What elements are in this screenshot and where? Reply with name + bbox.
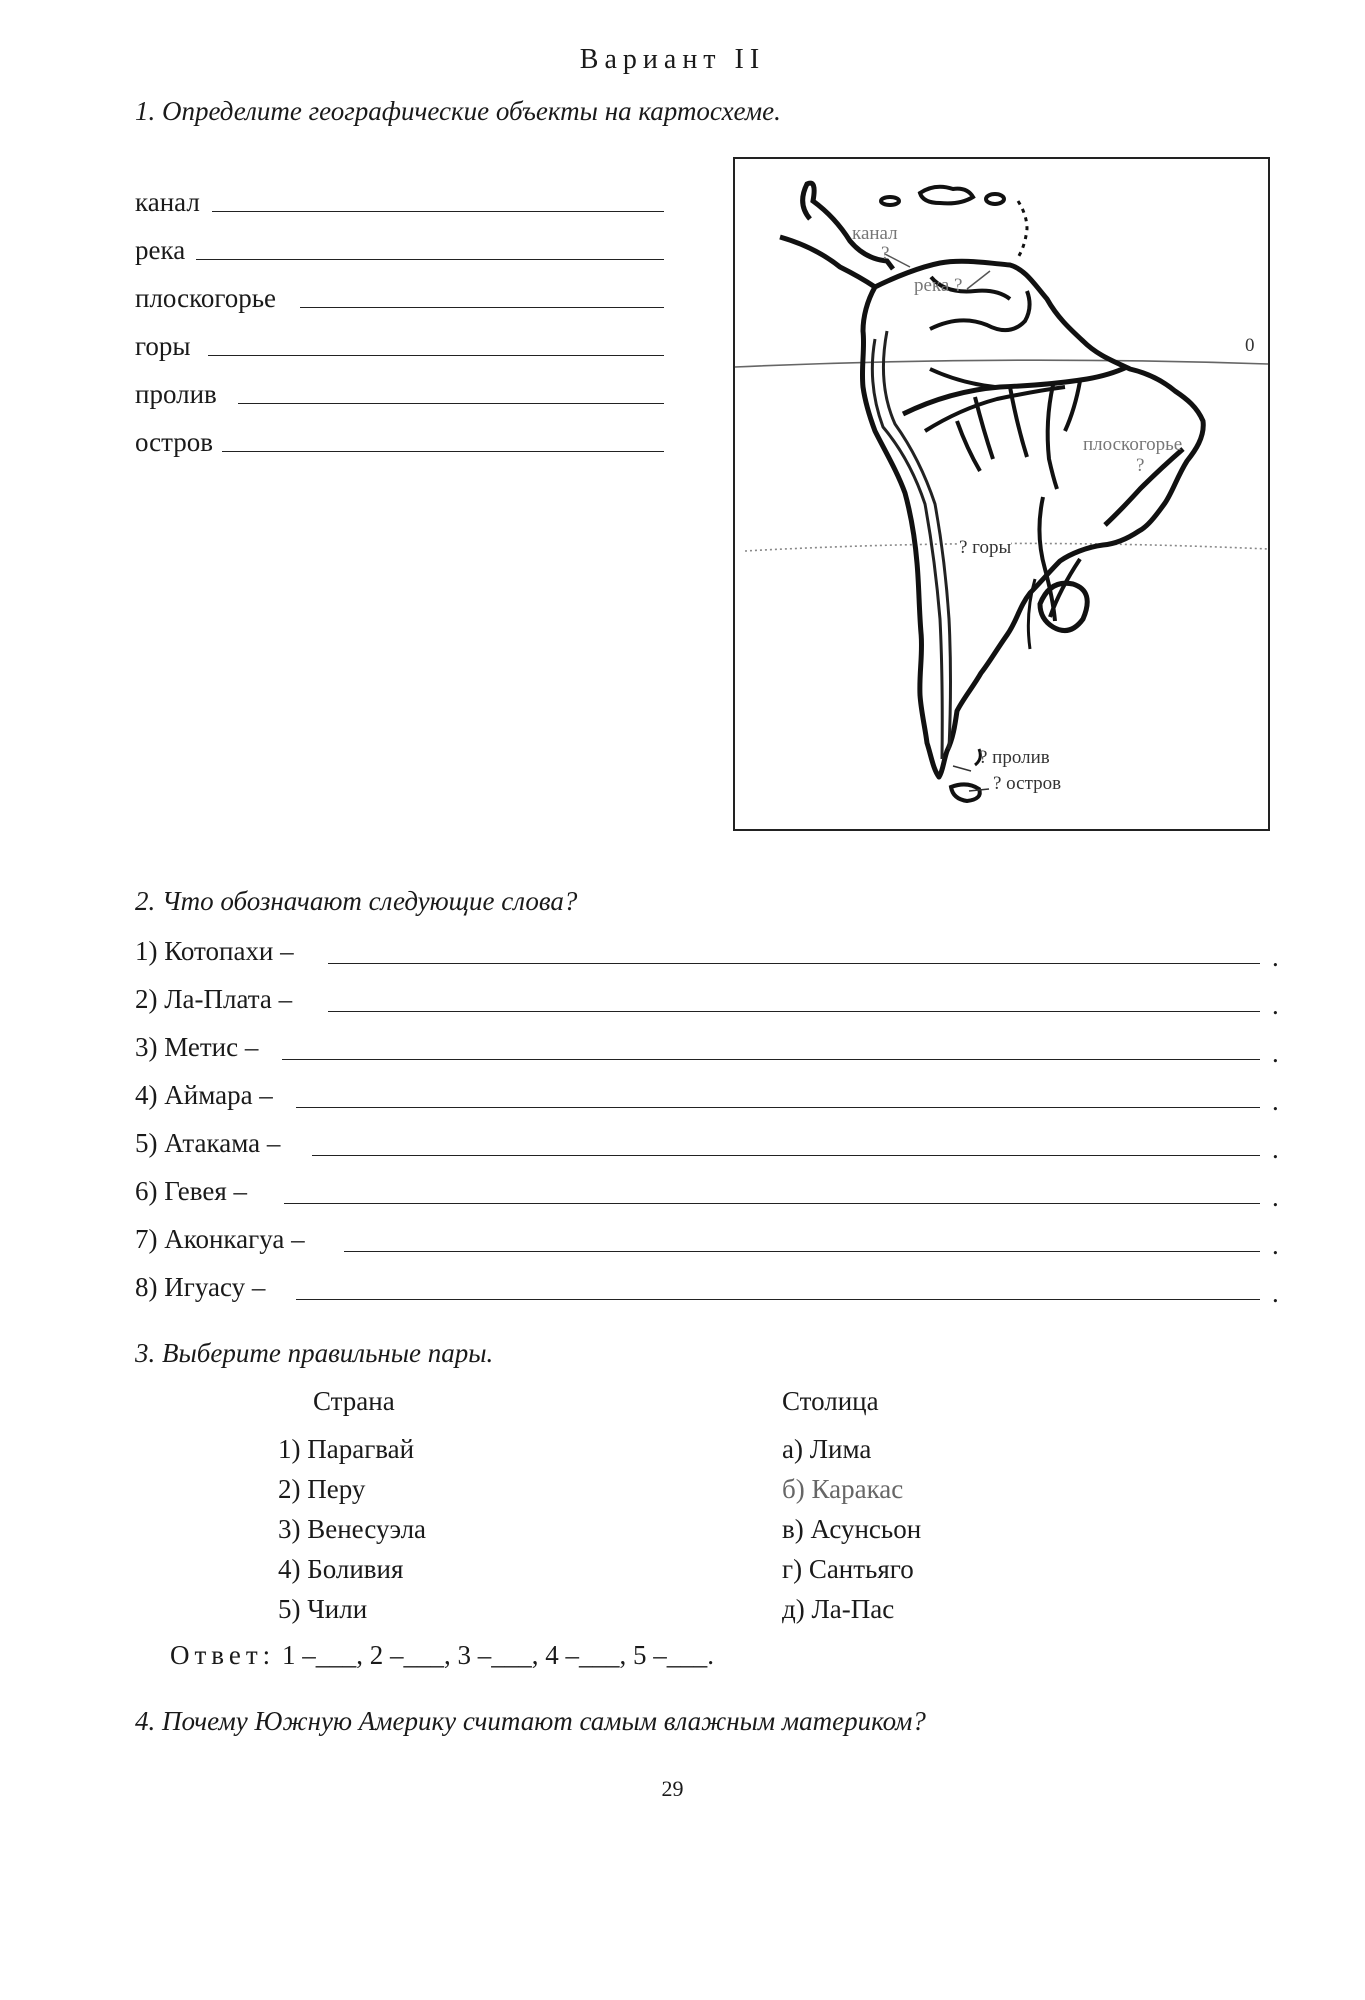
task2-term-1: 1) Котопахи – (135, 936, 294, 966)
river-path (1048, 385, 1057, 489)
page-number: 29 (661, 1776, 684, 1801)
answer-row (170, 1640, 714, 1671)
task1-item-canal: канал (135, 187, 200, 217)
task1-item-strait: пролив (135, 379, 217, 409)
task2-answer-line-1[interactable] (328, 963, 1260, 964)
river-path (957, 421, 980, 471)
answer-label: Ответ: (170, 1640, 276, 1670)
task2-answer-line-7[interactable] (344, 1251, 1260, 1252)
map-label-mountains: ? горы (959, 537, 1012, 558)
map-drawing (735, 159, 1268, 829)
task2-heading: 2. Что обозначают следующие слова? (135, 886, 578, 916)
task1-heading: 1. Определите географические объекты на картосхеме. (135, 96, 781, 126)
answer-blank[interactable]: ___, (403, 1640, 451, 1670)
country-item: 2) Перу (278, 1474, 366, 1504)
task2-term-3: 3) Метис – (135, 1032, 259, 1062)
task1-item-river: река (135, 235, 186, 265)
task2-answer-line-2[interactable] (328, 1011, 1260, 1012)
island-shape (881, 197, 899, 205)
capital-item: в) Асунсьон (782, 1514, 922, 1544)
task2-term-5: 5) Атакама – (135, 1128, 281, 1158)
capital-item: а) Лима (782, 1434, 872, 1464)
pointer-island (969, 789, 989, 791)
river-path (1065, 381, 1080, 431)
equator-line (735, 360, 1268, 367)
line-end-period: . (1272, 1278, 1279, 1308)
task1-item-island: остров (135, 427, 214, 457)
island-shape (920, 187, 973, 204)
answer-part: 4 – (545, 1640, 579, 1670)
line-end-period: . (1272, 1134, 1279, 1164)
continent-outline (862, 261, 1203, 777)
task2-term-6: 6) Гевея – (135, 1176, 248, 1206)
line-end-period: . (1272, 1182, 1279, 1212)
map-label-river: река ? (914, 275, 963, 296)
capital-item: г) Сантьяго (782, 1554, 914, 1584)
page-title: Вариант II (579, 44, 766, 75)
task4-heading: 4. Почему Южную Америку считают самым влажным материком? (135, 1706, 926, 1736)
task3-heading: 3. Выберите правильные пары. (135, 1338, 494, 1368)
answer-part: 5 – (632, 1640, 667, 1670)
island-shape (986, 194, 1004, 204)
task2-term-2: 2) Ла-Плата – (135, 984, 293, 1014)
task1-answer-line-island[interactable] (222, 451, 664, 452)
line-end-period: . (1272, 990, 1279, 1020)
task1-answer-line-strait[interactable] (238, 403, 664, 404)
task2-term-8: 8) Игуасу – (135, 1272, 266, 1302)
task2-answer-line-3[interactable] (282, 1059, 1260, 1060)
capital-item: б) Каракас (782, 1474, 904, 1504)
south-america-map (733, 157, 1270, 831)
river-path (925, 387, 1065, 431)
answer-blank[interactable]: ___, (578, 1640, 627, 1670)
task1-answer-line-mountains[interactable] (208, 355, 664, 356)
task2-answer-line-4[interactable] (296, 1107, 1260, 1108)
column-header-country: Страна (313, 1386, 395, 1416)
task1-answer-line-river[interactable] (196, 259, 664, 260)
map-label-canal-question: ? (881, 243, 890, 264)
country-item: 4) Боливия (278, 1554, 404, 1584)
pointer-river (967, 271, 990, 289)
river-path (975, 397, 993, 459)
map-label-plateau-question: ? (1136, 455, 1145, 476)
river-path (930, 369, 995, 387)
line-end-period: . (1272, 942, 1279, 972)
tierra-del-fuego (951, 784, 980, 801)
task2-answer-line-6[interactable] (284, 1203, 1260, 1204)
country-item: 3) Венесуэла (278, 1514, 427, 1544)
map-label-plateau: плоскогорье (1083, 434, 1183, 455)
map-label-strait: ? пролив (979, 747, 1050, 768)
answer-blank[interactable]: ___, (315, 1640, 363, 1670)
task1-item-plateau: плоскогорье (135, 283, 277, 313)
map-label-equator: 0 (1245, 335, 1255, 356)
line-end-period: . (1272, 1230, 1279, 1260)
task2-term-7: 7) Аконкагуа – (135, 1224, 305, 1254)
column-header-capital: Столица (782, 1386, 879, 1416)
line-end-period: . (1272, 1086, 1279, 1116)
answer-part: 3 – (457, 1640, 492, 1670)
line-end-period: . (1272, 1038, 1279, 1068)
answer-part: 2 – (369, 1640, 404, 1670)
map-label-canal: канал (852, 223, 898, 244)
answer-part: 1 – (281, 1640, 316, 1670)
task1-item-mountains: горы (135, 331, 191, 361)
lesser-antilles (1017, 201, 1027, 259)
task2-answer-line-5[interactable] (312, 1155, 1260, 1156)
answer-blank[interactable]: ___. (666, 1640, 714, 1670)
task2-answer-line-8[interactable] (296, 1299, 1260, 1300)
river-path (1010, 387, 1027, 457)
map-label-island: ? остров (993, 773, 1062, 794)
task2-term-4: 4) Аймара – (135, 1080, 273, 1110)
country-item: 1) Парагвай (278, 1434, 415, 1464)
answer-blank[interactable]: ___, (491, 1640, 539, 1670)
task1-answer-line-canal[interactable] (212, 211, 664, 212)
country-item: 5) Чили (278, 1594, 368, 1624)
capital-item: д) Ла-Пас (782, 1594, 895, 1624)
pointer-strait (953, 766, 971, 771)
task1-answer-line-plateau[interactable] (300, 307, 664, 308)
